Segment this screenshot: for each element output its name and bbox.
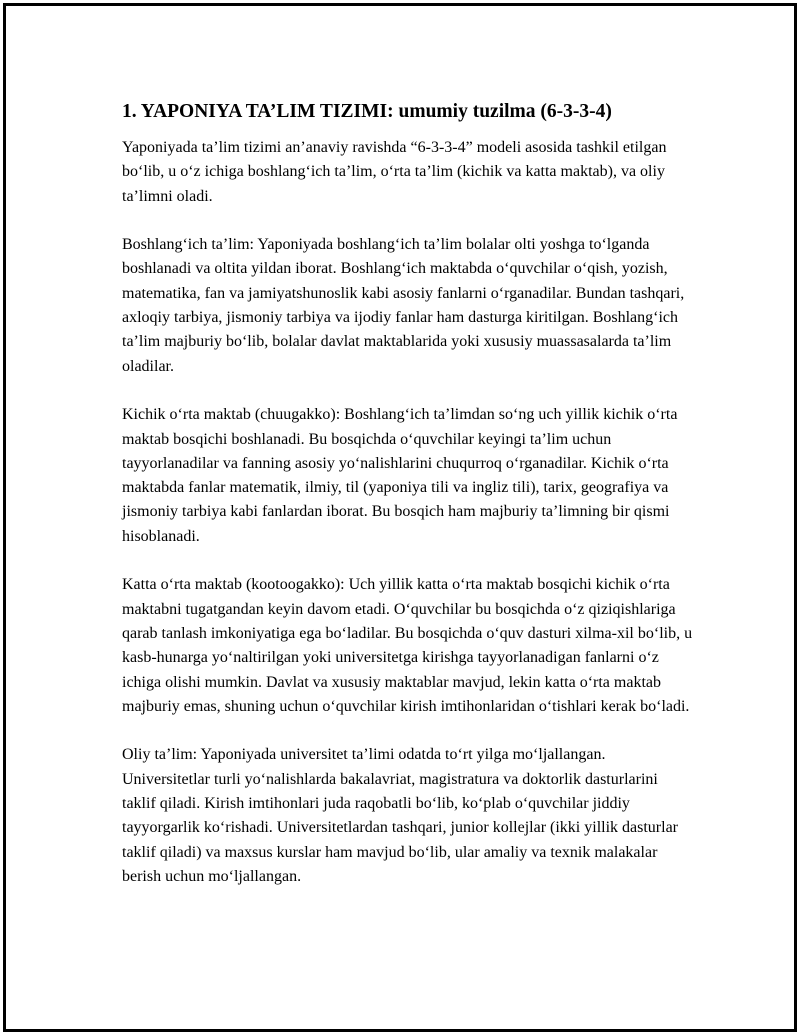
junior-high-school-paragraph: Kichik o‘rta maktab (chuugakko): Boshlang‘ich ta’limdan so‘ng uch yillik kichik o‘rta maktab bosqichi boshlanadi. Bu bosqichda o‘quvchilar keyingi ta’lim uchun tayyorlanadilar va fanning asosiy yo‘nalishlarini chuqurroq o‘rganadilar. Kichik o‘rta maktabda fanlar matematik, ilmiy, til (yaponiya tili va ingliz tili), tarix, geografiya va jismoniy tarbiya kabi fanlardan iborat. Bu bosqich ham majburiy ta’limning bir qismi hisoblanadi. xyxy=(122,406,678,545)
document-body xyxy=(122,99,694,914)
document-title: 1. YAPONIYA TA’LIM TIZIMI: umumiy tuzilma (6-3-3-4) xyxy=(122,101,612,122)
higher-education-paragraph: Oliy ta’lim: Yaponiyada universitet ta’limi odatda to‘rt yilga mo‘ljallangan. Universitetlar turli yo‘nalishlarda bakalavriat, magistratura va doktorlik dasturlarini taklif qiladi. Kirish imtihonlari juda raqobatli bo‘lib, ko‘plab o‘quvchilar jiddiy tayyorgarlik ko‘rishadi. Universitetlardan tashqari, junior kollejlar (ikki yillik dasturlar taklif qiladi) va maxsus kurslar ham mavjud bo‘lib, ular amaliy va texnik malakalar berish uchun mo‘ljallangan. xyxy=(122,746,679,885)
senior-high-school-paragraph: Katta o‘rta maktab (kootoogakko): Uch yillik katta o‘rta maktab bosqichi kichik o‘rta maktabni tugatgandan keyin davom etadi. O‘quvchilar bu bosqichda o‘z qiziqishlariga qarab tanlash imkoniyatiga ega bo‘ladilar. Bu bosqichda o‘quv dasturi xilma-xil bo‘lib, u kasb-hunarga yo‘naltirilgan yoki universitetga kirishga tayyorlanadigan fanlarni o‘z ichiga olishi mumkin. Davlat va xususiy maktablar mavjud, lekin katta o‘rta maktab majburiy emas, shuning uchun o‘quvchilar kirish imtihonlaridan o‘tishlari kerak bo‘ladi. xyxy=(122,576,693,715)
page-frame xyxy=(3,3,797,1032)
primary-education-paragraph: Boshlang‘ich ta’lim: Yaponiyada boshlang‘ich ta’lim bolalar olti yoshga to‘lganda boshlanadi va oltita yildan iborat. Boshlang‘ich maktabda o‘quvchilar o‘qish, yozish, matematika, fan va jamiyatshunoslik kabi asosiy fanlarni o‘rganadilar. Bundan tashqari, axloqiy tarbiya, jismoniy tarbiya va ijodiy fanlar ham dasturga kiritilgan. Boshlang‘ich ta’lim majburiy bo‘lib, bolalar davlat maktablarida yoki xususiy muassasalarda ta’lim oladilar. xyxy=(122,236,685,375)
intro-paragraph: Yaponiyada ta’lim tizimi an’anaviy ravishda “6-3-3-4” modeli asosida tashkil etilgan bo‘lib, u o‘z ichiga boshlang‘ich ta’lim, o‘rta ta’lim (kichik va katta maktab), va oliy ta’limni oladi. xyxy=(122,139,667,205)
